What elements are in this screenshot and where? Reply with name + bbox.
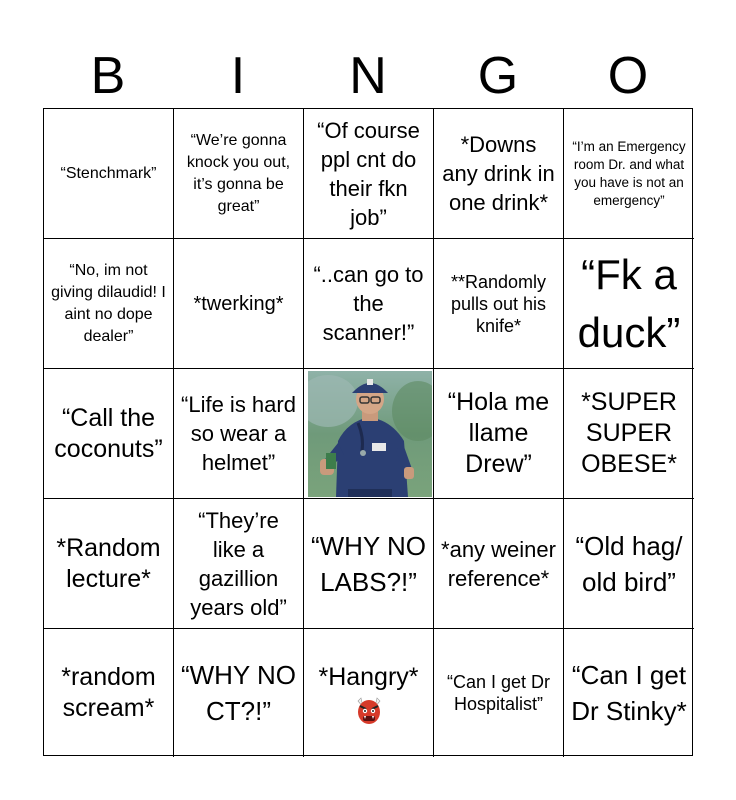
bingo-cell[interactable] xyxy=(434,109,564,239)
bingo-cell[interactable] xyxy=(304,109,434,239)
bingo-cell[interactable] xyxy=(304,499,434,629)
cell-text: *Random lecture* xyxy=(56,533,161,593)
bingo-cell[interactable] xyxy=(434,239,564,369)
bingo-cell[interactable] xyxy=(174,369,304,499)
cell-text: *SUPER SUPER OBESE* xyxy=(581,388,677,478)
bingo-cell[interactable] xyxy=(44,499,174,629)
cell-text: “Call the coconuts” xyxy=(54,403,163,463)
bingo-cell[interactable] xyxy=(564,499,694,629)
person-photo xyxy=(308,371,432,497)
header-letter-n: N xyxy=(349,47,387,105)
cell-text: “Hola me llame Drew” xyxy=(447,388,550,478)
cell-text: “Can I get Dr Hospitalist” xyxy=(446,672,551,714)
header-letter-g: G xyxy=(477,47,519,105)
bingo-cell[interactable] xyxy=(44,109,174,239)
bingo-cell[interactable] xyxy=(44,239,174,369)
bingo-cell[interactable] xyxy=(564,629,694,757)
bingo-cell[interactable] xyxy=(564,369,694,499)
header-letter-b: B xyxy=(90,47,126,105)
cell-text: *twerking* xyxy=(193,292,284,315)
bingo-cell[interactable] xyxy=(304,629,434,757)
bingo-cell[interactable] xyxy=(44,629,174,757)
cell-text: “..can go to the scanner!” xyxy=(313,262,424,345)
cell-text: **Randomly pulls out his knife* xyxy=(450,271,547,336)
bingo-header xyxy=(43,44,693,108)
person-photo-image xyxy=(308,371,432,497)
bingo-cell[interactable] xyxy=(434,629,564,757)
cell-text: “I’m an Emergency room Dr. and what you have is not an emergency” xyxy=(572,138,686,208)
ogre-face-icon xyxy=(355,695,383,725)
cell-text: “WHY NO LABS?!” xyxy=(310,530,427,597)
bingo-cell[interactable] xyxy=(564,109,694,239)
bingo-cell[interactable] xyxy=(174,629,304,757)
cell-text: “Old hag/ old bird” xyxy=(575,530,683,597)
cell-text: “No, im not giving dilaudid! I aint no dope dealer” xyxy=(51,261,166,345)
header-letter-o: O xyxy=(607,47,649,105)
bingo-cell[interactable] xyxy=(174,239,304,369)
bingo-cell-free-photo[interactable] xyxy=(304,369,434,499)
bingo-cell[interactable] xyxy=(564,239,694,369)
bingo-board xyxy=(43,108,693,756)
cell-text: “They’re like a gazillion years old” xyxy=(190,507,287,620)
bingo-cell[interactable] xyxy=(44,369,174,499)
cell-text: “We’re gonna knock you out, it’s gonna be great” xyxy=(186,131,291,215)
cell-text: “Fk a duck” xyxy=(577,250,681,356)
bingo-cell[interactable] xyxy=(304,239,434,369)
bingo-cell[interactable] xyxy=(174,499,304,629)
cell-text: *Hangry* xyxy=(318,662,419,691)
bingo-cell[interactable] xyxy=(434,369,564,499)
cell-text: *random scream* xyxy=(61,663,156,722)
cell-text: “Life is hard so wear a helmet” xyxy=(181,392,296,475)
cell-text: “Of course ppl cnt do their fkn job” xyxy=(317,117,420,230)
cell-text: *any weiner reference* xyxy=(441,536,556,591)
bingo-cell[interactable] xyxy=(174,109,304,239)
bingo-cell[interactable] xyxy=(434,499,564,629)
cell-text: *Downs any drink in one drink* xyxy=(442,132,555,215)
cell-text: “Can I get Dr Stinky* xyxy=(571,660,687,726)
cell-text: “Stenchmark” xyxy=(60,164,157,182)
header-letter-i: I xyxy=(230,47,246,105)
cell-text: “WHY NO CT?!” xyxy=(180,660,297,726)
